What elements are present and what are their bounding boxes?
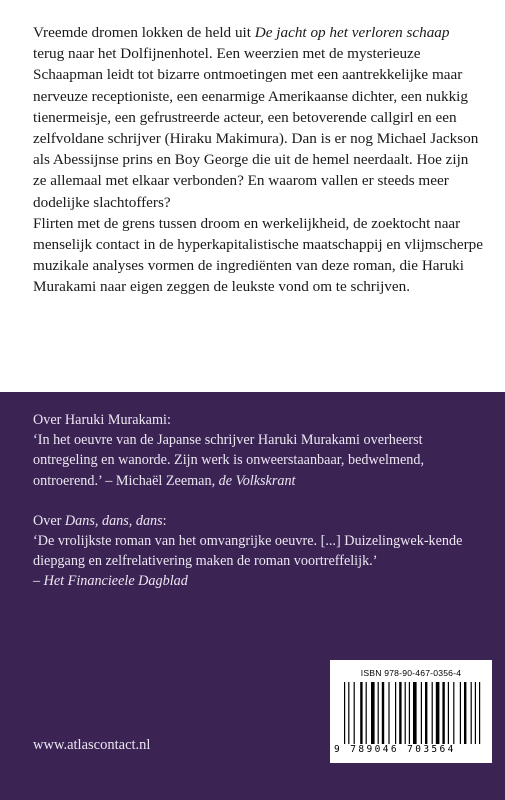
quote-1-text: ‘In het oeuvre van de Japanse schrijver Haruki Murakami overheerst ontregeling en wanorde. Zijn werk is onweerstaanbaar, bedwelmend, ontroerend.’ – Michaël Zeeman, de Volkskrant xyxy=(33,432,425,489)
blurb-section xyxy=(0,0,505,392)
barcode-digits: 9 789046 703564 xyxy=(334,744,456,755)
quote-1-heading: Over Haruki Murakami: xyxy=(33,412,171,428)
blurb-paragraph-1: Vreemde dromen lokken de held uit De jacht op het verloren schaap terug naar het Dolfijnenhotel. Een weerzien met de mysterieuze Schaapman leidt tot bizarre ontmoetingen met een aantrekkelijke maar nerveuze receptioniste, een eenarmige Amerikaanse dichter, een nukkig tienermeisje, een gefrustreerde acteur, een betoverende callgirl en een zelfvoldane schrijver (Hiraku Makimura). Dan is er nog Michael Jackson als Abessijnse prins en Boy George die uit de hemel neerdaalt. Hoe zijn ze allemaal met elkaar verbonden? En waarom vallen er steeds meer dodelijke slachtoffers? xyxy=(33,24,479,211)
quote-1-source: de Volkskrant xyxy=(218,472,296,489)
quote-2-heading: Over Dans, dans, dans: xyxy=(33,512,167,529)
isbn-label: ISBN 978-90-467-0356-4 xyxy=(360,668,462,678)
review-quotes xyxy=(33,410,488,592)
review-panel xyxy=(0,392,505,800)
quote-2-source: – Het Financieele Dagblad xyxy=(33,573,188,590)
barcode-box xyxy=(330,660,492,763)
publisher-website[interactable]: www.atlascontact.nl xyxy=(33,737,151,753)
quote-2-text: ‘De vrolijkste roman van het omvangrijke oeuvre. [...] Duizelingwek-kende diepgang en zelfrelativering maken de roman voortreffelijk.’ xyxy=(33,533,463,570)
blurb-text xyxy=(33,22,483,298)
barcode-icon xyxy=(344,682,486,744)
book-title-reference: De jacht op het verloren schaap xyxy=(254,24,450,41)
blurb-paragraph-2: Flirten met de grens tussen droom en werkelijkheid, de zoektocht naar menselijk contact in de hyperkapitalistische maatschappij en vlijmscherpe muzikale analyses vormen de ingrediënten van deze roman, die Haruki Murakami naar eigen zeggen de leukste vond om te schrijven. xyxy=(33,214,483,296)
